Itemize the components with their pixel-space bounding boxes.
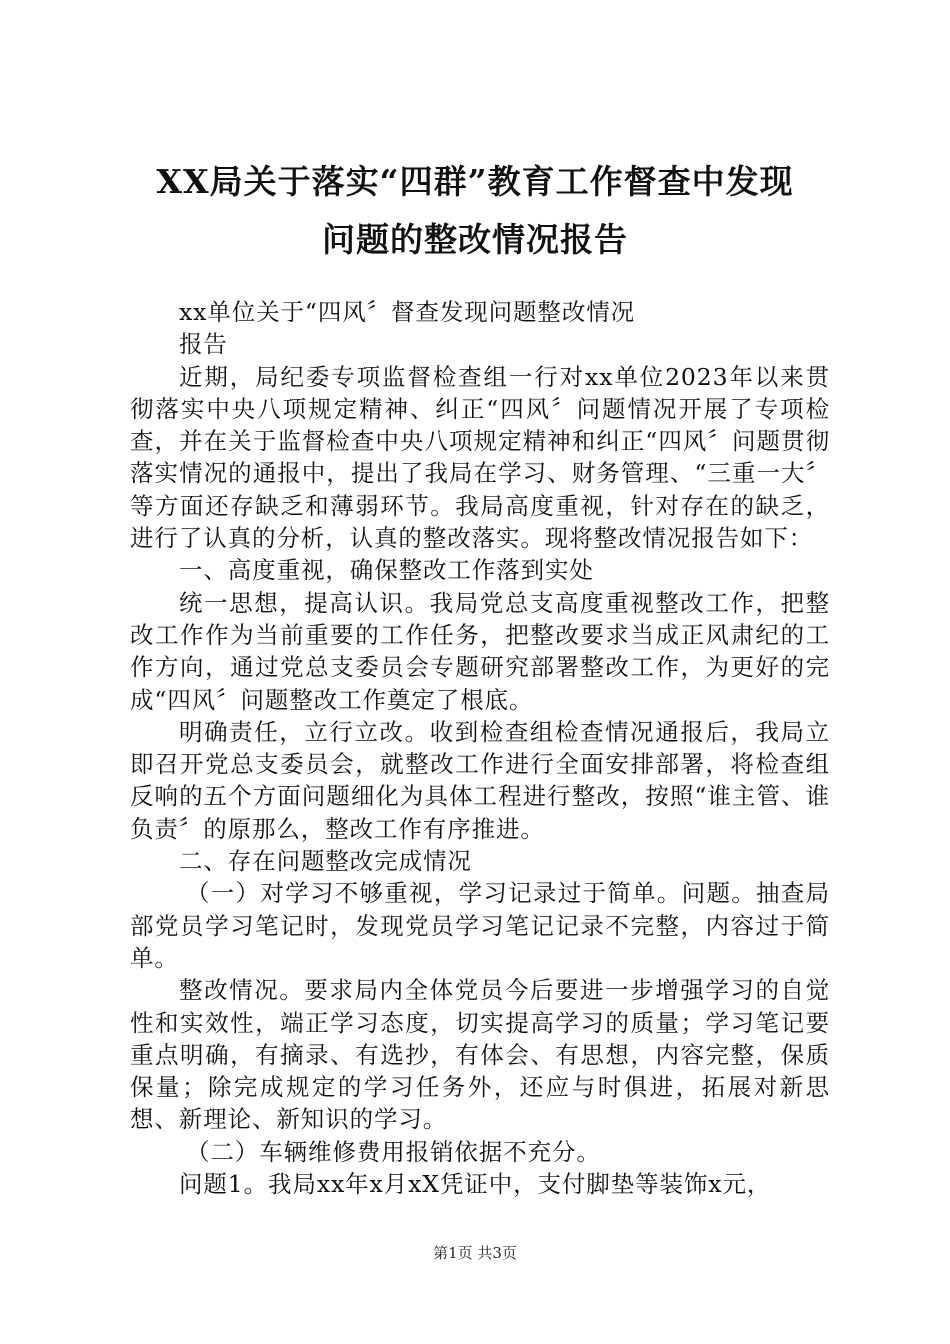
- document-body: [130, 296, 830, 1200]
- document-title-line-1: XX局关于落实“四群”教育工作督查中发现: [156, 162, 794, 201]
- section-heading-2: 二、存在问题整改完成情况: [179, 847, 472, 876]
- paragraph-subtitle: xx单位关于“四风〞督查发现问题整改情况: [179, 298, 636, 326]
- section-heading-1: 一、高度重视，确保整改工作落到实处: [179, 556, 594, 585]
- subsection-1: （一）对学习不够重视，学习记录过于简单。问题。抽查局部党员学习笔记时，发现党员学习笔记记录不完整，内容过于简单。: [130, 879, 830, 972]
- paragraph: 整改情况。要求局内全体党员今后要进一步增强学习的自觉性和实效性，端正学习态度，切实提高学习的质量；学习笔记要重点明确，有摘录、有选抄，有体会、有思想，内容完整，保质保量；除完成规定的学习任务外，还应与时俱进，拓展对新思想、新理论、新知识的学习。: [130, 976, 830, 1134]
- paragraph: 明确责任，立行立改。收到检查组检查情况通报后，我局立即召开党总支委员会，就整改工作进行全面安排部署，将检查组反响的五个方面问题细化为具体工程进行整改，按照“谁主管、谁负责〞的原那么，整改工作有序推进。: [130, 717, 830, 843]
- page-number-footer: 第1页 共3页: [433, 1244, 517, 1262]
- document-title-line-2: 问题的整改情况报告: [322, 220, 628, 259]
- subsection-2: （二）车辆维修费用报销依据不充分。: [186, 1137, 601, 1166]
- paragraph: 问题1。我局xx年x月xX凭证中，支付脚垫等装饰x元，: [179, 1170, 772, 1199]
- paragraph-intro: 近期，局纪委专项监督检查组一行对xx单位2023年以来贯彻落实中央八项规定精神、纠正“四风〞问题情况开展了专项检查，并在关于监督检查中央八项规定精神和纠正“四风〞问题贯彻落实情况的通报中，提出了我局在学习、财务管理、“三重一大〞等方面还存缺乏和薄弱环节。我局高度重视，针对存在的缺乏，进行了认真的分析，认真的整改落实。现将整改情况报告如下：: [130, 362, 830, 553]
- paragraph: 统一思想，提高认识。我局党总支高度重视整改工作，把整改工作作为当前重要的工作任务，把整改要求当成正风肃纪的工作方向，通过党总支委员会专题研究部署整改工作，为更好的完成“四风〞问题整改工作奠定了根底。: [130, 588, 830, 714]
- paragraph-subtitle-cont: 报告: [179, 330, 228, 359]
